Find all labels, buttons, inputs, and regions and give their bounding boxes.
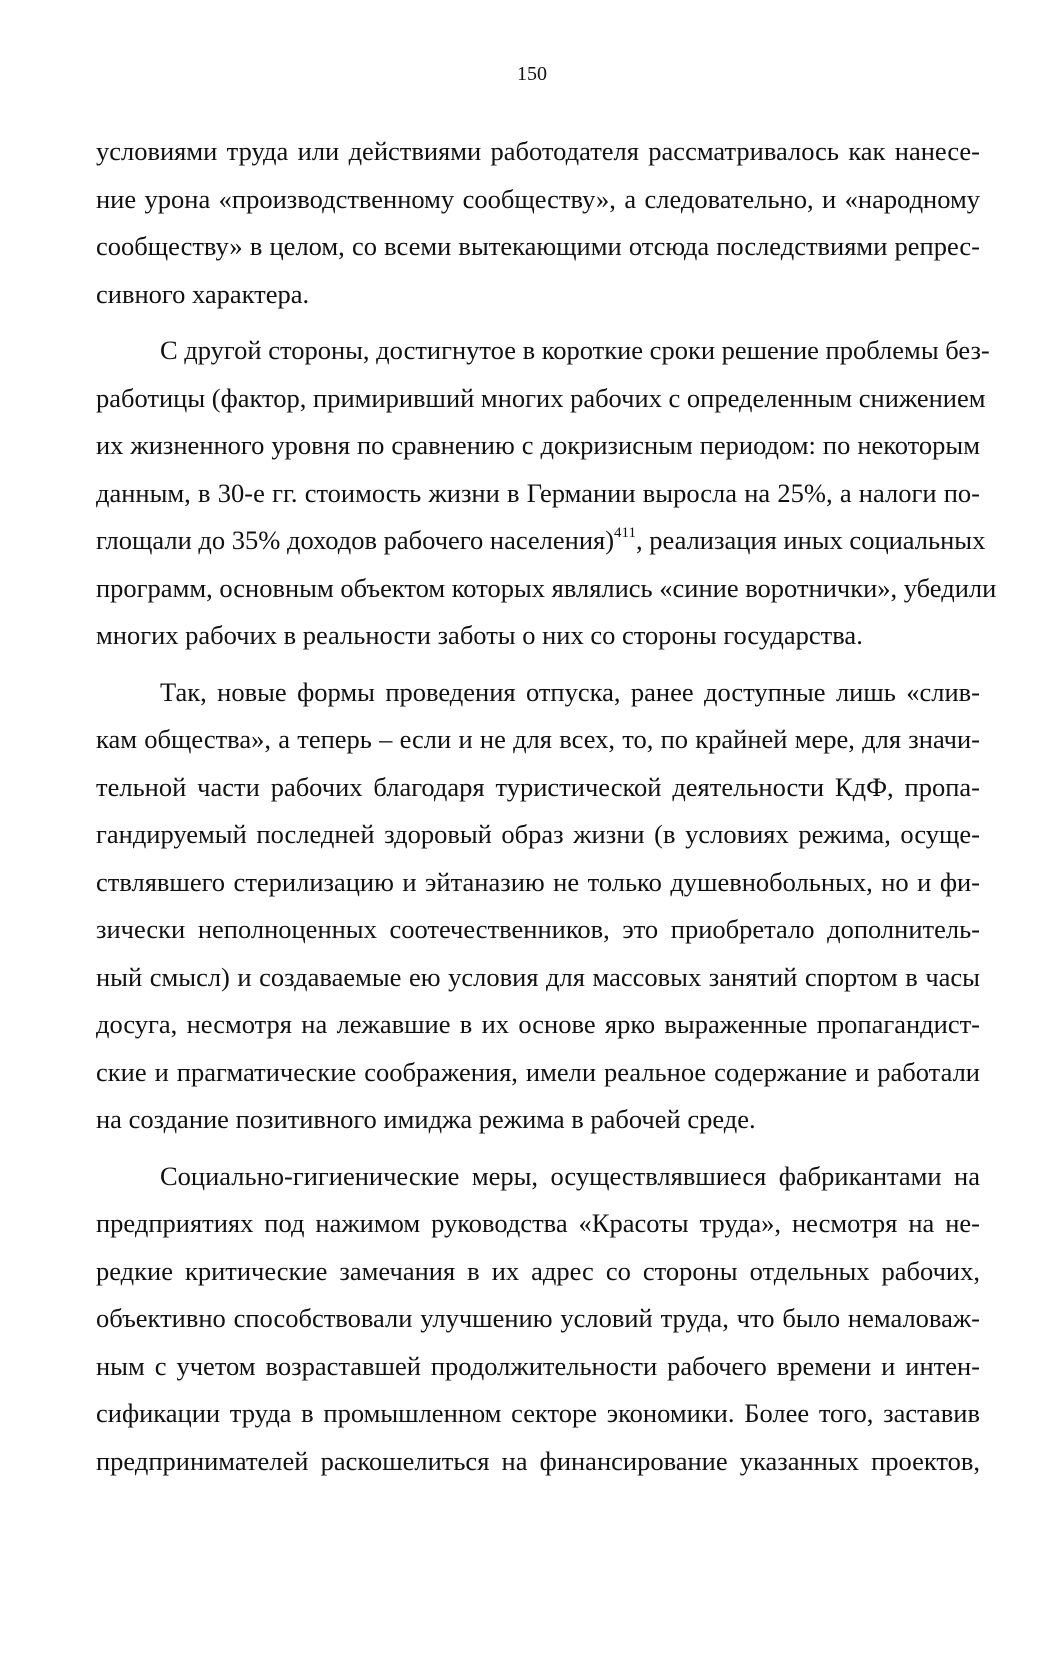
page-number: 150: [517, 63, 547, 85]
paragraph-1: [96, 128, 980, 318]
text-line-head: глощали до 35% доходов рабочего населения): [96, 525, 615, 555]
text-line-tail: , реализация иных социальных: [636, 525, 986, 555]
text-line: предпринимателей раскошелиться на финансирование указанных проектов,: [96, 1445, 980, 1476]
text-line: Так, новые формы проведения отпуска, ранее доступные лишь «слив-: [160, 676, 980, 707]
text-line: многих рабочих в реальности заботы о них со стороны государства.: [96, 620, 863, 650]
text-line: Социально-гигиенические меры, осуществлявшиеся фабрикантами на: [160, 1160, 980, 1191]
text-line: кам общества», а теперь – если и не для всех, то, по крайней мере, для значи-: [96, 724, 980, 754]
paragraph-2: [96, 327, 997, 660]
text-line: сообществу» в целом, со всеми вытекающими отсюда последствиями репрес-: [96, 231, 980, 261]
text-line: их жизненного уровня по сравнению с докризисным периодом: по некоторым: [96, 430, 980, 460]
text-line: С другой стороны, достигнутое в короткие сроки решение проблемы без-: [160, 335, 990, 365]
text-line: редкие критические замечания в их адрес со стороны отдельных рабочих,: [96, 1255, 980, 1286]
text-line: ным с учетом возраставшей продолжительности рабочего времени и интен-: [96, 1350, 980, 1381]
text-line: условиями труда или действиями работодателя рассматривалось как нанесе-: [96, 136, 980, 166]
text-line: гандируемый последней здоровый образ жизни (в условиях режима, осуще-: [96, 819, 980, 849]
body-text: [96, 128, 997, 1485]
text-line: предприятиях под нажимом руководства «Красоты труда», несмотря на не-: [96, 1208, 980, 1238]
text-line: программ, основным объектом которых являлись «синие воротнички», убедили: [96, 572, 997, 603]
paragraph-4: [96, 1153, 980, 1486]
text-line: работицы (фактор, примиривший многих рабочих с определенным снижением: [96, 382, 986, 413]
text-line: ный смысл) и создаваемые ею условия для массовых занятий спортом в часы: [96, 961, 980, 992]
text-line: тельной части рабочих благодаря туристической деятельности КдФ, пропа-: [96, 771, 980, 802]
footnote-reference: 411: [614, 525, 636, 541]
text-line: досуга, несмотря на лежавшие в их основе ярко выраженные пропагандист-: [96, 1009, 980, 1039]
text-line: сивного характера.: [96, 278, 310, 309]
text-line: сификации труда в промышленном секторе экономики. Более того, заставив: [96, 1398, 980, 1428]
text-line: ские и прагматические соображения, имели реальное содержание и работали: [96, 1056, 980, 1087]
text-line: данным, в 30-е гг. стоимость жизни в Германии выросла на 25%, а налоги по-: [96, 477, 980, 508]
text-line: зически неполноценных соотечественников, это приобретало дополнитель-: [96, 914, 980, 944]
text-line: ствлявшего стерилизацию и эйтаназию не только душевнобольных, но и фи-: [96, 866, 980, 897]
text-line: объективно способствовали улучшению условий труда, что было немаловаж-: [96, 1303, 980, 1333]
text-line: ние урона «производственному сообществу», а следовательно, и «народному: [96, 183, 980, 214]
paragraph-3: [96, 669, 980, 1144]
text-line-with-footnote: [96, 517, 986, 565]
text-line: на создание позитивного имиджа режима в рабочей среде.: [96, 1104, 756, 1134]
